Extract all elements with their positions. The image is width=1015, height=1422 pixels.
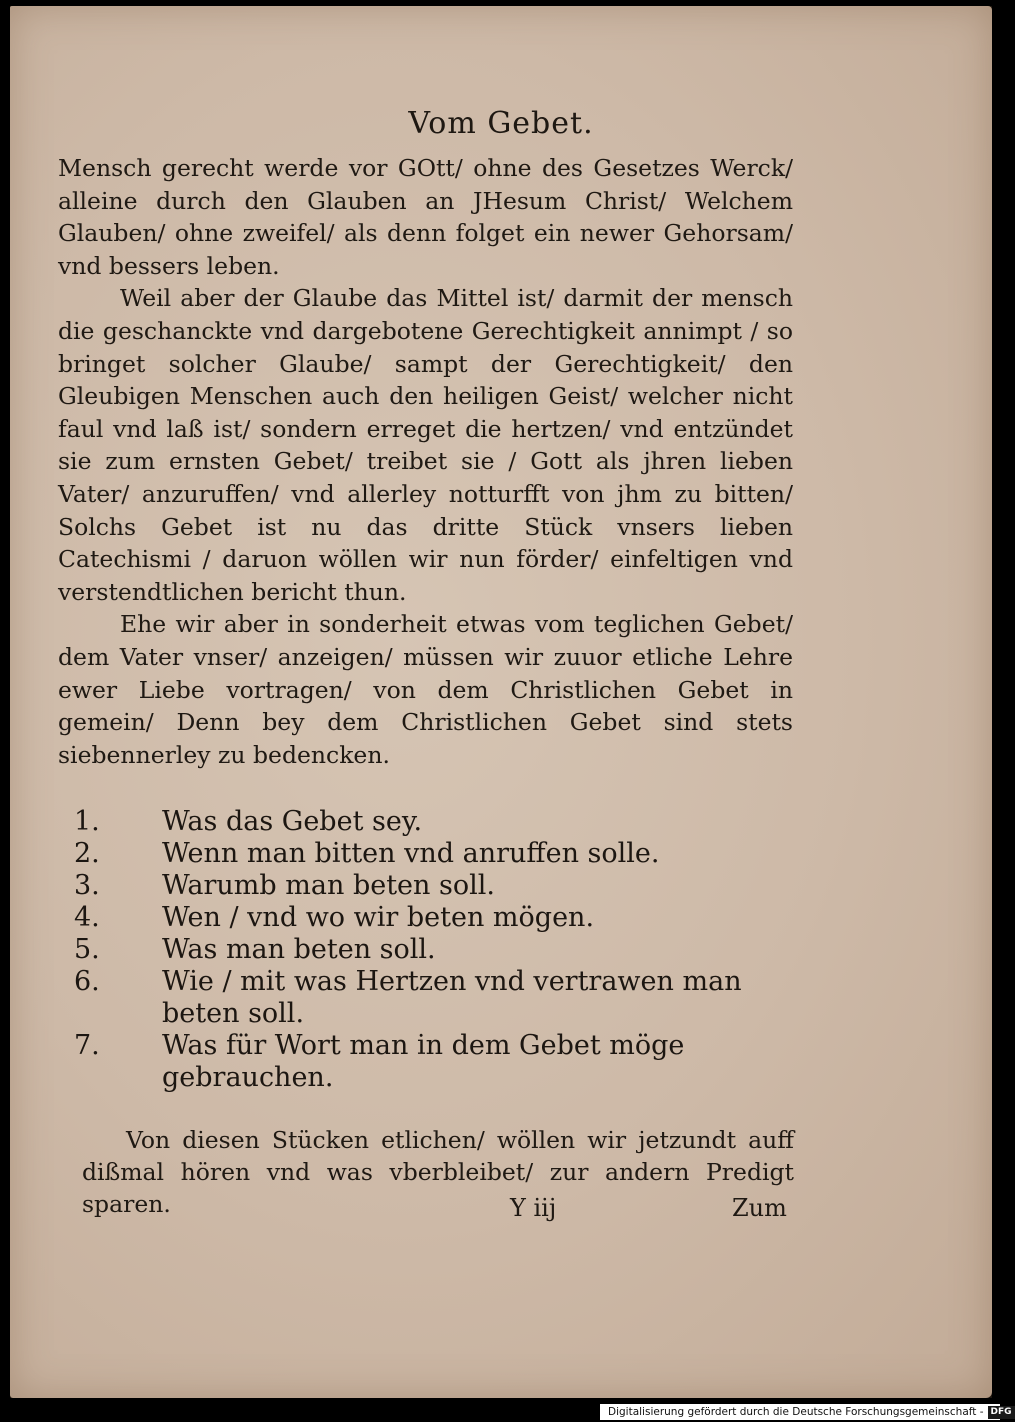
list-number: 3.	[74, 870, 100, 901]
numbered-list	[68, 806, 808, 1094]
list-number: 6.	[74, 966, 100, 997]
footer-bar	[600, 1404, 1012, 1420]
body-text	[58, 152, 793, 771]
paragraph-3: Ehe wir aber in sonderheit etwas vom teglichen Gebet/ dem Vater vnser/ anzeigen/ müssen wir zuuor etliche Lehre ewer Liebe vortragen/ von dem Christlichen Gebet in gemein/ Denn bey dem Christlichen Gebet sind stets siebennerley zu bedencken.	[58, 610, 793, 769]
page-header: Vom Gebet.	[408, 106, 594, 141]
list-text: Warumb man beten soll.	[162, 870, 495, 901]
list-text: Was das Gebet sey.	[162, 806, 423, 837]
list-item	[68, 934, 808, 966]
list-item	[68, 870, 808, 902]
list-text: Was für Wort man in dem Gebet möge gebrauchen.	[162, 1030, 685, 1093]
list-text: Wen / vnd wo wir beten mögen.	[162, 902, 595, 933]
paragraph-2: Weil aber der Glaube das Mittel ist/ darmit der mensch die geschanckte vnd dargebotene Gerechtigkeit annimpt / so bringet solcher Glaube/ sampt der Gerechtigkeit/ den Gleubigen Menschen auch den heiligen Geist/ welcher nicht faul vnd laß ist/ sondern erreget die hertzen/ vnd entzündet sie zum ernsten Gebet/ treibet sie / Gott als jhren lieben Vater/ anzuruffen/ vnd allerley notturfft von jhm zu bitten/ Solchs Gebet ist nu das dritte Stück vnsers lieben Catechismi / daruon wöllen wir nun förder/ einfeltigen vnd verstendtlichen bericht thun.	[58, 284, 793, 606]
list-item	[68, 966, 808, 1030]
list-item	[68, 806, 808, 838]
dfg-logo: DFG	[988, 1406, 1015, 1419]
catchword: Zum	[732, 1194, 787, 1222]
list-number: 5.	[74, 934, 100, 965]
paragraph-1: Mensch gerecht werde vor GOtt/ ohne des Gesetzes Werck/ alleine durch den Glauben an JHesum Christ/ Welchem Glauben/ ohne zweifel/ als denn folget ein newer Gehorsam/ vnd bessers leben.	[58, 154, 793, 280]
list-number: 2.	[74, 838, 100, 869]
list-number: 1.	[74, 806, 100, 837]
list-item	[68, 1030, 808, 1094]
list-text: Wenn man bitten vnd anruffen solle.	[162, 838, 660, 869]
signature-mark: Y iij	[510, 1194, 557, 1222]
list-number: 4.	[74, 902, 100, 933]
footer-text: Digitalisierung gefördert durch die Deutsche Forschungsgemeinschaft -	[608, 1406, 984, 1418]
list-number: 7.	[74, 1030, 100, 1061]
list-item	[68, 838, 808, 870]
list-item	[68, 902, 808, 934]
list-text: Was man beten soll.	[162, 934, 436, 965]
document-page	[10, 6, 992, 1398]
closing-paragraph: Von diesen Stücken etlichen/ wöllen wir jetzundt auff dißmal hören vnd was vberbleibet/ zur andern Predigt sparen.	[82, 1126, 794, 1218]
list-text: Wie / mit was Hertzen vnd vertrawen man beten soll.	[162, 966, 742, 1029]
